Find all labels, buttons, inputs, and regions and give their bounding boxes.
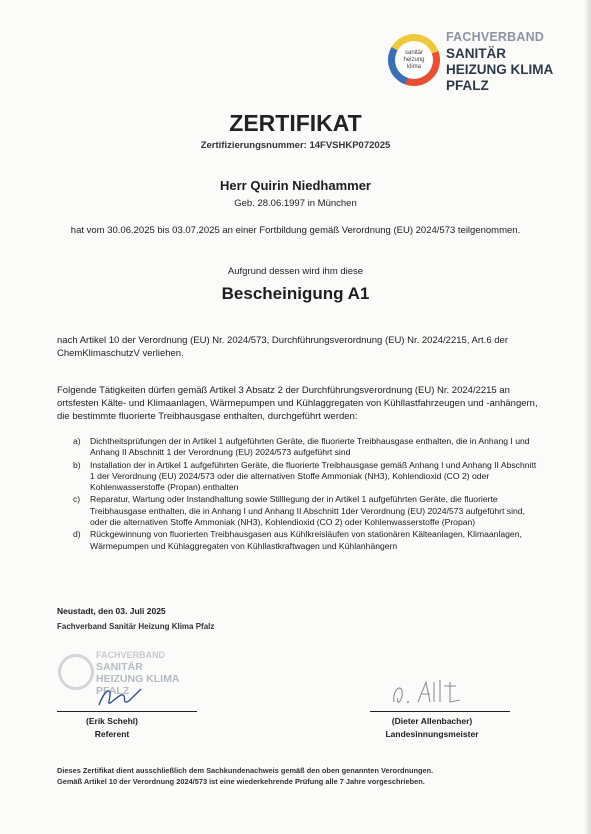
signature-line-right: [370, 711, 510, 712]
list-item-letter: b): [73, 459, 81, 470]
issuer-name: Fachverband Sanitär Heizung Klima Pfalz: [57, 622, 215, 631]
org-name-line-1: FACHVERBAND: [446, 30, 545, 44]
recipient-birth: Geb. 28.06.1997 in München: [234, 198, 357, 209]
stamp-line-3: HEIZUNG KLIMA: [96, 673, 180, 685]
badge-text-3: klima: [406, 63, 421, 70]
badge-text-2: heizung: [403, 56, 425, 63]
list-item: [73, 436, 543, 459]
footer-note-1: Dieses Zertifikat dient ausschließlich dem Sachkundenachweis gemäß den oben genannten Verordnungen.: [57, 766, 434, 775]
legal-basis-paragraph: nach Artikel 10 der Verordnung (EU) Nr. 2024/573, Durchführungsverordnung (EU) Nr. 2024/2215, Art.6 der ChemKlimaschutzV verliehen.: [57, 335, 508, 359]
list-item-letter: d): [73, 529, 81, 540]
certificate-number: Zertifizierungsnummer: 14FVSHKP072025: [200, 140, 391, 151]
list-item-text: Reparatur, Wartung oder Instandhaltung sowie Stilllegung der in Artikel 1 aufgeführten Geräte, die fluorierte Treibhausgase enthalten, die in Anhang I und Anhang II Abschnitt 1der Verordnung (EU) 2024/573 aufgeführt sind, oder die alternativen Stoffe Ammoniak (NH3), Kohlendioxid (CO 2) oder Kohlenwasserstoffe (Propan): [90, 494, 525, 528]
place-date: Neustadt, den 03. Juli 2025: [57, 606, 166, 616]
activities-list: [73, 436, 543, 553]
certificate-type: Bescheinigung A1: [221, 284, 370, 303]
stamp-line-1: FACHVERBAND: [96, 650, 166, 660]
signatory-right-name: (Dieter Allenbacher): [391, 716, 473, 726]
stamp-line-2: SANITÄR: [96, 661, 143, 673]
signature-line-left: [57, 711, 197, 712]
org-name-line-4: PFALZ: [446, 78, 489, 93]
list-item: [73, 460, 543, 494]
list-item-letter: a): [73, 436, 81, 446]
award-intro: Aufgrund dessen wird ihm diese: [227, 266, 364, 277]
association-logo: [388, 30, 578, 100]
footer-note-2: Gemäß Artikel 10 der Verordnung 2024/573 ist eine wiederkehrende Prüfung alle 7 Jahre vorgeschrieben.: [57, 777, 425, 786]
list-item: [73, 529, 543, 552]
list-item-text: Dichtheitsprüfungen der in Artikel 1 aufgeführten Geräte, die fluorierte Treibhausgase enthalten, die in Anhang I und Anhang II Abschnitt 1 der Verordnung (EU) 2024/573 aufgeführt sind: [90, 436, 530, 458]
list-item-text: Rückgewinnung von fluorierten Treibhausgasen aus Kühlkreisläufen von stationären Kälteanlagen, Klimaanlagen, Wärmepumpen und Kühlaggregaten von Kühllastkraftwagen und Kühlanhängern: [90, 529, 522, 551]
list-item: [73, 494, 543, 528]
stamp-line-4: PFALZ: [96, 685, 130, 697]
signature-right: [390, 676, 470, 710]
page-title: ZERTIFIKAT: [229, 110, 362, 136]
list-item-text: Installation der in Artikel 1 aufgeführten Geräte, die fluorierte Treibhausgase gemäß Anhang I und Anhang II Abschnitt 1 der Verordnung (EU) 2024/573 oder die alternativen Stoffe Ammoniak (NH3), Kohlendioxid (CO 2) oder Kohlenwasserstoffe (Propan) enthalten: [90, 459, 537, 493]
badge-text-1: sanitär: [404, 49, 423, 56]
activities-intro-paragraph: Folgende Tätigkeiten dürfen gemäß Artikel 3 Absatz 2 der Durchführungsverordnung (EU) Nr. 2024/2215 an ortsfesten Kälte- und Klimaanlagen, Wärmepumpen und Kühlaggregaten von Kühllastfahrzeugen und -anhängern, die bestimmte fluorierte Treibhausgase enthalten, durchgeführt werden:: [57, 385, 538, 422]
shk-badge-icon: [388, 34, 440, 86]
list-item-letter: c): [73, 494, 81, 505]
recipient-name: Herr Quirin Niedhammer: [220, 178, 371, 193]
signature-left: [95, 683, 145, 711]
training-period: hat vom 30.06.2025 bis 03.07.2025 an einer Fortbildung gemäß Verordnung (EU) 2024/573 teilgenommen.: [70, 225, 521, 236]
org-name-line-2: SANITÄR: [446, 46, 506, 61]
stamp-ring-icon: [58, 654, 94, 690]
signatory-right-role: Landesinnungsmeister: [385, 729, 479, 739]
signatory-left-name: (Erik Schehl): [86, 716, 138, 726]
org-name-line-3: HEIZUNG KLIMA: [446, 62, 554, 77]
signatory-left-role: Referent: [94, 729, 130, 739]
